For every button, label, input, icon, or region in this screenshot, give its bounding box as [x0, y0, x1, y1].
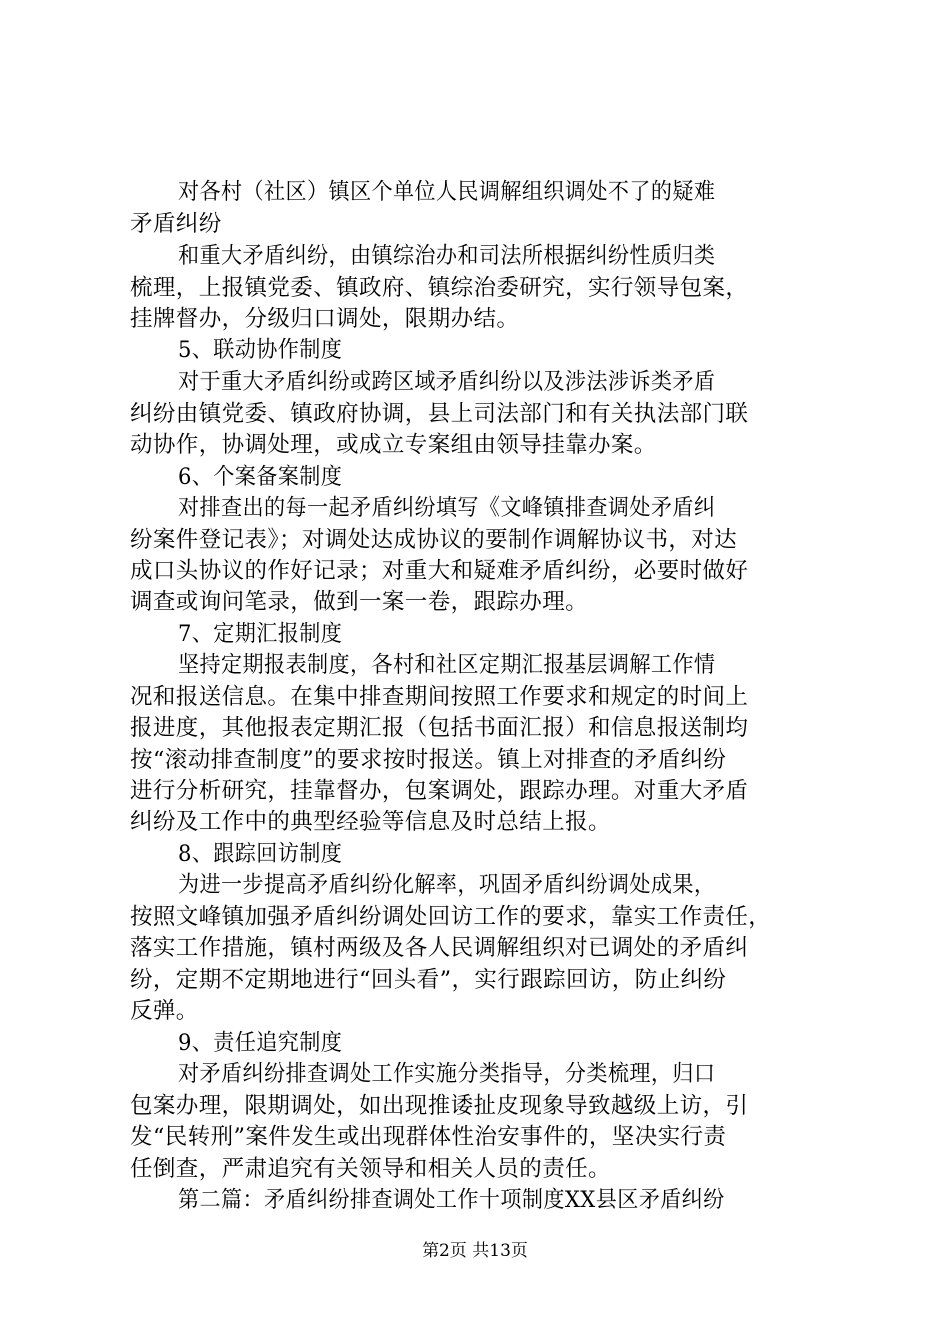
paragraph-line: 按照文峰镇加强矛盾纠纷调处回访工作的要求，靠实工作责任，: [130, 904, 772, 930]
paragraph-line: 况和报送信息。在集中排查期间按照工作要求和规定的时间上: [130, 684, 749, 710]
paragraph-line: 包案办理，限期调处，如出现推诿扯皮现象导致越级上访，引: [130, 1093, 749, 1119]
paragraph-line: 任倒查，严肃追究有关领导和相关人员的责任。: [130, 1156, 611, 1182]
section-heading: 7、定期汇报制度: [178, 621, 343, 647]
paragraph-line: 和重大矛盾纠纷，由镇综治办和司法所根据纠纷性质归类: [178, 243, 716, 269]
paragraph-line: 反弹。: [130, 998, 199, 1024]
paragraph-line: 坚持定期报表制度，各村和社区定期汇报基层调解工作情: [178, 652, 716, 678]
paragraph-line: 纠纷及工作中的典型经验等信息及时总结上报。: [130, 809, 611, 835]
paragraph-line: 动协作，协调处理，或成立专案组由领导挂靠办案。: [130, 432, 657, 458]
paragraph-line: 按“滚动排查制度”的要求按时报送。镇上对排查的矛盾纠纷: [130, 747, 727, 773]
page-number-footer: 第2页 共13页: [422, 1241, 528, 1261]
paragraph-line: 调查或询问笔录，做到一案一卷，跟踪办理。: [130, 589, 589, 615]
paragraph-line: 纷案件登记表》；对调处达成协议的要制作调解协议书，对达: [130, 527, 738, 553]
section-heading: 9、责任追究制度: [178, 1030, 343, 1056]
paragraph-line: 第二篇：矛盾纠纷排查调处工作十项制度XX县区矛盾纠纷: [178, 1187, 725, 1213]
paragraph-line: 对于重大矛盾纠纷或跨区域矛盾纠纷以及涉法涉诉类矛盾: [178, 369, 716, 395]
paragraph-line: 报进度，其他报表定期汇报（包括书面汇报）和信息报送制均: [130, 715, 749, 741]
paragraph-line: 发“民转刑”案件发生或出现群体性治安事件的，坚决实行责: [130, 1124, 727, 1150]
paragraph-line: 纷，定期不定期地进行“回头看”，实行跟踪回访，防止纠纷: [130, 967, 727, 993]
paragraph-line: 矛盾纠纷: [130, 211, 222, 237]
paragraph-line: 纠纷由镇党委、镇政府协调，县上司法部门和有关执法部门联: [130, 401, 749, 427]
section-heading: 6、个案备案制度: [178, 464, 343, 490]
paragraph-line: 进行分析研究，挂靠督办，包案调处，跟踪办理。对重大矛盾: [130, 778, 749, 804]
paragraph-line: 对矛盾纠纷排查调处工作实施分类指导，分类梳理，归口: [178, 1061, 716, 1087]
section-heading: 5、联动协作制度: [178, 337, 343, 363]
paragraph-line: 对排查出的每一起矛盾纠纷填写《文峰镇排查调处矛盾纠: [178, 495, 716, 521]
paragraph-line: 为进一步提高矛盾纠纷化解率，巩固矛盾纠纷调处成果，: [178, 872, 716, 898]
paragraph-line: 对各村（社区）镇区个单位人民调解组织调处不了的疑难: [178, 179, 716, 205]
paragraph-line: 落实工作措施，镇村两级及各人民调解组织对已调处的矛盾纠: [130, 935, 749, 961]
paragraph-line: 挂牌督办，分级归口调处，限期办结。: [130, 306, 520, 332]
section-heading: 8、跟踪回访制度: [178, 841, 343, 867]
paragraph-line: 梳理，上报镇党委、镇政府、镇综治委研究，实行领导包案，: [130, 275, 749, 301]
paragraph-line: 成口头协议的作好记录；对重大和疑难矛盾纠纷，必要时做好: [130, 558, 749, 584]
